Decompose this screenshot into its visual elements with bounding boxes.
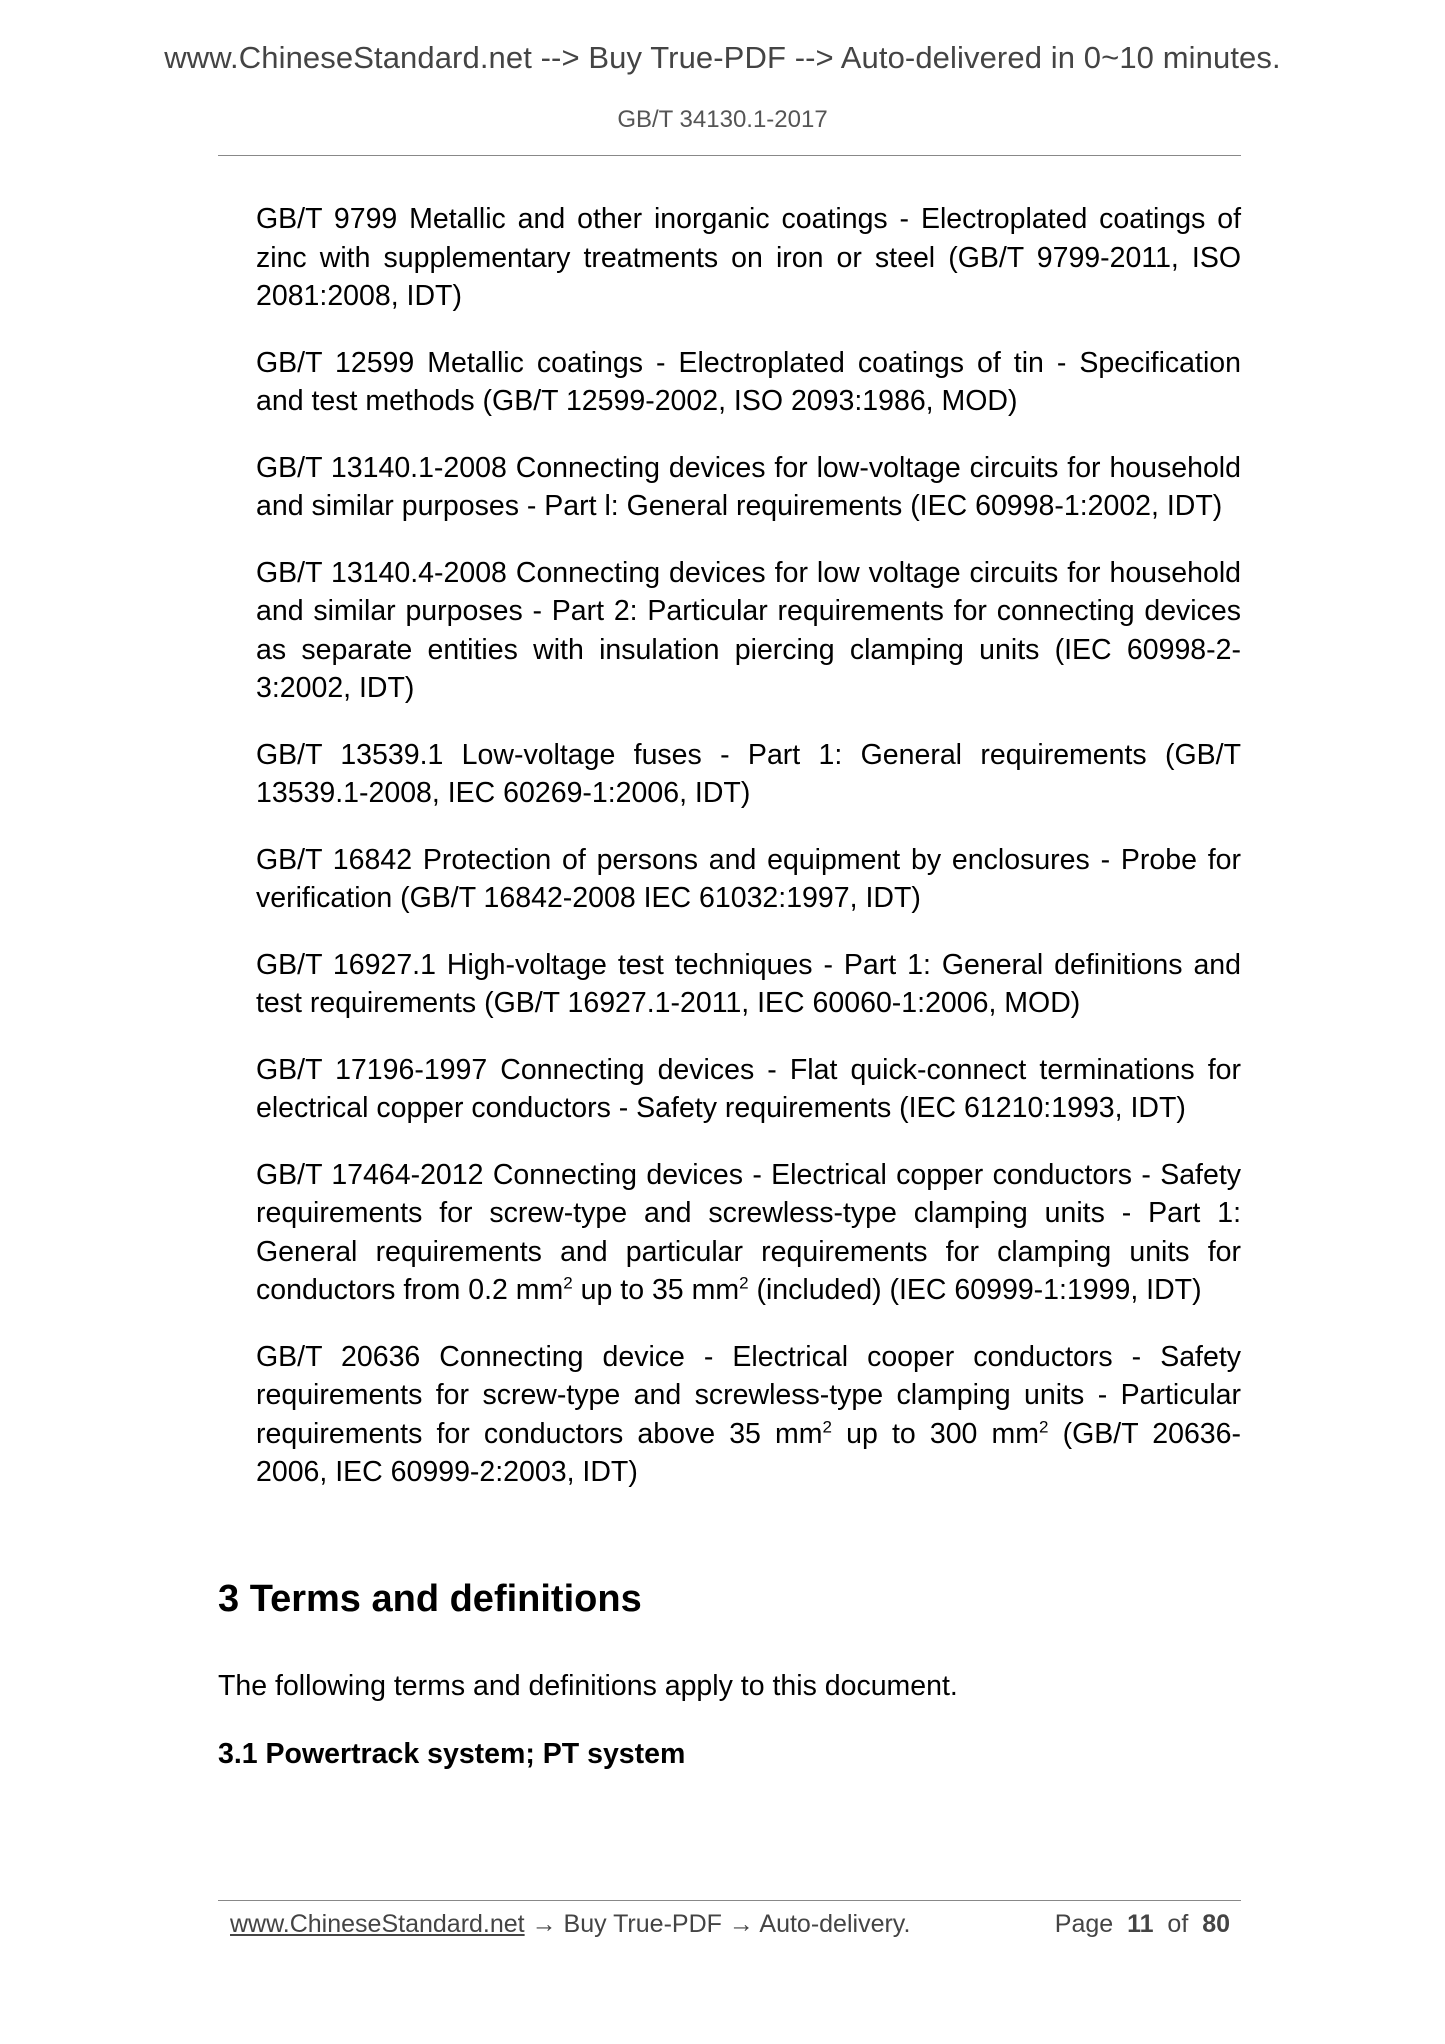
superscript: 2 xyxy=(739,1273,749,1293)
of-label: of xyxy=(1167,1910,1189,1938)
reference-text: (included) (IEC 60999-1:1999, IDT) xyxy=(748,1274,1202,1306)
reference-item: GB/T 13140.4-2008 Connecting devices for low voltage circuits for household and similar purposes - Part 2: Particular requirements for connecting devices as separate entities with insulation piercing clamping units (IEC 60998-2-3:2002, IDT) xyxy=(256,556,1241,704)
normative-references-list xyxy=(256,200,1241,1520)
page-number: 11 xyxy=(1127,1910,1154,1938)
superscript: 2 xyxy=(1039,1417,1049,1436)
total-pages: 80 xyxy=(1202,1910,1230,1938)
footer-text: → Buy True-PDF → Auto-delivery. xyxy=(524,1910,911,1938)
page-indicator xyxy=(1055,1910,1230,1939)
reference-text: up to 35 mm xyxy=(572,1274,740,1306)
superscript: 2 xyxy=(822,1417,832,1436)
subsection-heading: 3.1 Powertrack system; PT system xyxy=(218,1738,686,1770)
page-footer xyxy=(230,1910,1230,1950)
footer-left xyxy=(230,1910,910,1939)
reference-text: GB/T 17464-2012 Connecting devices - Electrical copper conductors - Safety requirements for screw-type and screwless-type clamping units - Part 1: General requirements and particular requirements for clamping units for conductors from 0.2 mm xyxy=(256,1158,1241,1306)
reference-item: GB/T 9799 Metallic and other inorganic coatings - Electroplated coatings of zinc with supplementary treatments on iron or steel (GB/T 9799-2011, ISO 2081:2008, IDT) xyxy=(256,203,1241,312)
reference-text: up to 300 mm xyxy=(831,1417,1040,1450)
section-heading: 3 Terms and definitions xyxy=(218,1578,642,1620)
footer-site-link[interactable]: www.ChineseStandard.net xyxy=(230,1910,525,1938)
reference-item: GB/T 16842 Protection of persons and equipment by enclosures - Probe for verification (GB/T 16842-2008 IEC 61032:1997, IDT) xyxy=(256,843,1241,914)
reference-item: GB/T 12599 Metallic coatings - Electroplated coatings of tin - Specification and test methods (GB/T 12599-2002, ISO 2093:1986, MOD) xyxy=(256,346,1241,417)
header-divider xyxy=(218,155,1241,156)
reference-item xyxy=(256,1156,1241,1310)
reference-item: GB/T 13539.1 Low-voltage fuses - Part 1: General requirements (GB/T 13539.1-2008, IEC 60269-1:2006, IDT) xyxy=(256,738,1241,809)
reference-item: GB/T 13140.1-2008 Connecting devices for low-voltage circuits for household and similar purposes - Part l: General requirements (IEC 60998-1:2002, IDT) xyxy=(256,451,1241,522)
reference-item xyxy=(256,1338,1241,1492)
reference-item: GB/T 17196-1997 Connecting devices - Flat quick-connect terminations for electrical copper conductors - Safety requirements (IEC 61210:1993, IDT) xyxy=(256,1053,1241,1124)
document-number: GB/T 34130.1-2017 xyxy=(617,106,828,133)
reference-text: (GB/T 20636-2006, IEC 60999-2:2003, IDT) xyxy=(256,1417,1241,1488)
section-intro: The following terms and definitions apply to this document. xyxy=(218,1670,958,1702)
reference-item: GB/T 16927.1 High-voltage test techniques - Part 1: General definitions and test requirements (GB/T 16927.1-2011, IEC 60060-1:2006, MOD) xyxy=(256,948,1241,1019)
site-banner: www.ChineseStandard.net --> Buy True-PDF --> Auto-delivered in 0~10 minutes. xyxy=(164,40,1281,75)
reference-text: GB/T 20636 Connecting device - Electrical cooper conductors - Safety requirements for screw-type and screwless-type clamping units - Particular requirements for conductors above 35 mm xyxy=(256,1340,1241,1450)
superscript: 2 xyxy=(563,1273,573,1293)
page-label: Page xyxy=(1054,1910,1114,1938)
footer-divider xyxy=(218,1900,1241,1901)
